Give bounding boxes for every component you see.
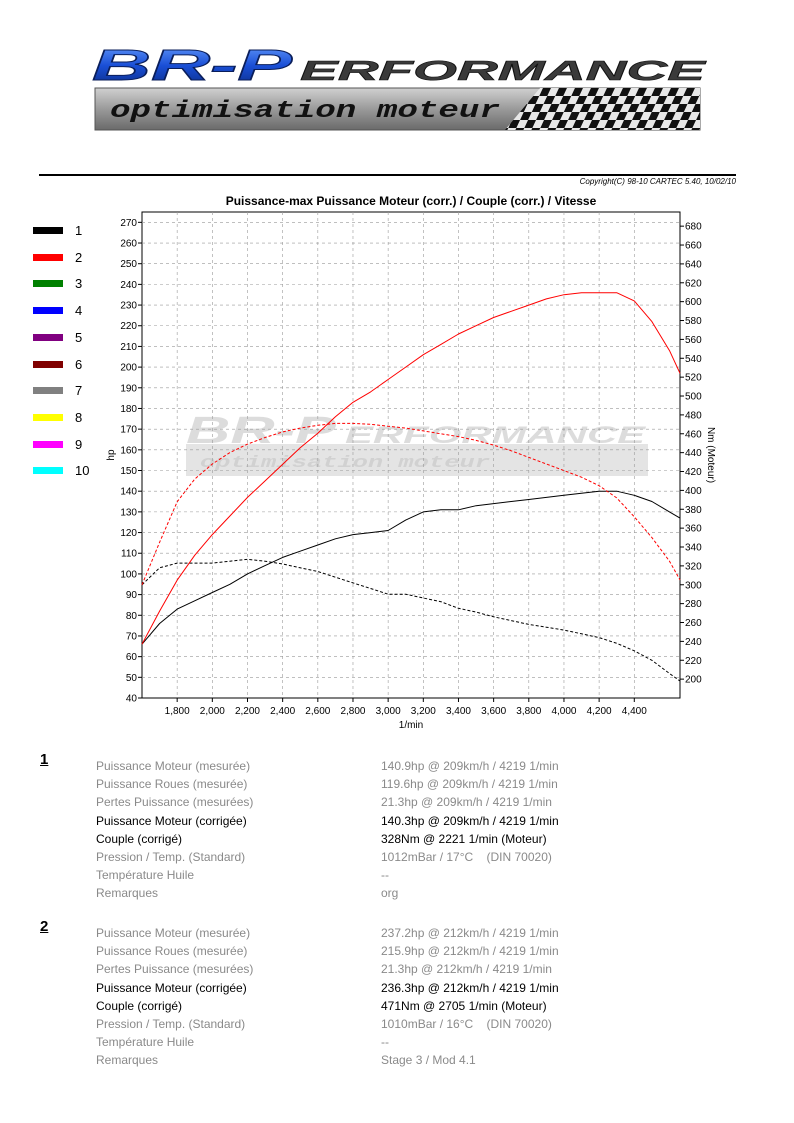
- y-tick-label: 110: [121, 548, 137, 560]
- y2-tick-label: 660: [685, 240, 702, 252]
- result-value: 471Nm @ 2705 1/min (Moteur): [381, 998, 547, 1013]
- legend-label: 3: [75, 276, 83, 292]
- y2-tick-label: 440: [685, 448, 702, 460]
- y2-tick-label: 380: [685, 504, 702, 516]
- x-tick-label: 4,000: [551, 706, 577, 717]
- y2-tick-label: 480: [685, 410, 702, 422]
- result-value: 328Nm @ 2221 1/min (Moteur): [381, 831, 547, 846]
- y-tick-label: 200: [120, 362, 137, 374]
- legend-label: 4: [75, 303, 83, 319]
- x-tick-label: 4,400: [621, 706, 647, 717]
- y-tick-label: 180: [120, 403, 137, 415]
- y-tick-label: 40: [125, 693, 137, 705]
- x-tick-label: 2,400: [270, 706, 296, 717]
- y-tick-label: 100: [120, 569, 137, 581]
- y2-tick-label: 640: [685, 259, 702, 271]
- legend-label: 2: [75, 249, 83, 265]
- x-axis-label: 1/min: [398, 720, 424, 731]
- watermark-brand: BR-P: [186, 410, 338, 452]
- result-value: 119.6hp @ 209km/h / 4219 1/min: [381, 777, 558, 792]
- y-tick-label: 130: [120, 507, 137, 519]
- y2-tick-label: 360: [685, 523, 702, 535]
- y2-tick-label: 320: [685, 561, 702, 573]
- legend-label: 1: [75, 223, 83, 238]
- legend-label: 7: [75, 383, 83, 399]
- result-label: Couple (corrigé): [96, 831, 183, 846]
- y2-tick-label: 240: [685, 636, 702, 648]
- legend-label: 8: [75, 409, 83, 425]
- run-number: 1: [40, 751, 49, 768]
- y-tick-label: 260: [120, 238, 137, 250]
- x-tick-label: 3,400: [445, 706, 471, 717]
- y-tick-label: 190: [120, 383, 137, 395]
- x-tick-label: 1,800: [164, 706, 190, 717]
- y-tick-label: 210: [120, 341, 137, 353]
- result-label: Température Huile: [96, 1035, 195, 1050]
- legend-label: 9: [75, 436, 83, 452]
- legend-label: 6: [75, 356, 83, 372]
- logo-brand-main: BR-P: [92, 41, 294, 90]
- y2-tick-label: 680: [685, 221, 702, 233]
- result-label: Couple (corrigé): [96, 998, 183, 1013]
- y2-tick-label: 560: [685, 334, 702, 346]
- result-label: Puissance Moteur (corrigée): [96, 813, 247, 828]
- result-label: Pression / Temp. (Standard): [96, 1017, 246, 1031]
- y-tick-label: 80: [125, 610, 137, 622]
- result-value: Stage 3 / Mod 4.1: [381, 1053, 476, 1068]
- y-axis-label: hp: [106, 449, 117, 461]
- y-tick-label: 270: [120, 217, 137, 229]
- result-label: Pression / Temp. (Standard): [96, 850, 246, 864]
- y2-tick-label: 340: [685, 542, 702, 554]
- y-tick-label: 240: [120, 279, 137, 291]
- x-tick-label: 2,800: [340, 706, 366, 717]
- y2-tick-label: 620: [685, 278, 702, 290]
- legend-label: 5: [75, 329, 83, 345]
- result-value: org: [381, 886, 399, 901]
- y-tick-label: 70: [125, 631, 137, 643]
- result-value: 237.2hp @ 212km/h / 4219 1/min: [381, 926, 559, 940]
- result-label: Pertes Puissance (mesurées): [96, 962, 254, 977]
- watermark-logo: [186, 410, 648, 476]
- y-tick-label: 170: [120, 424, 137, 436]
- y2-tick-label: 260: [685, 618, 702, 630]
- result-value: 1010mBar / 16°C (DIN 70020): [381, 1017, 552, 1031]
- y-tick-label: 220: [120, 321, 137, 333]
- y2-tick-label: 520: [685, 372, 702, 384]
- y-tick-label: 140: [120, 486, 137, 498]
- result-value: --: [381, 1035, 389, 1050]
- x-tick-label: 3,800: [516, 706, 542, 717]
- result-value: 215.9hp @ 212km/h / 4219 1/min: [381, 944, 559, 959]
- result-value: 236.3hp @ 212km/h / 4219 1/min: [381, 980, 559, 995]
- result-value: 21.3hp @ 212km/h / 4219 1/min: [381, 962, 552, 977]
- watermark-tagline: optimisation moteur: [200, 454, 490, 473]
- watermark-brand-rest: ERFORMANCE: [345, 422, 647, 449]
- x-tick-label: 2,200: [234, 706, 261, 717]
- y2-tick-label: 540: [685, 353, 702, 365]
- y-tick-label: 90: [125, 590, 137, 602]
- y-tick-label: 230: [120, 300, 137, 312]
- y2-tick-label: 280: [685, 599, 702, 611]
- chart-title: Puissance-max Puissance Moteur (corr.) / Couple (corr.) / Vitesse: [225, 194, 597, 208]
- y-tick-label: 160: [120, 445, 137, 457]
- copyright-text: Copyright(C) 98-10 CARTEC 5.40, 10/02/10: [579, 177, 736, 186]
- result-value: 21.3hp @ 209km/h / 4219 1/min: [381, 795, 552, 810]
- result-label: Pertes Puissance (mesurées): [96, 795, 254, 810]
- x-tick-label: 3,200: [410, 706, 436, 717]
- legend-label: 10: [75, 463, 90, 479]
- y-tick-label: 150: [120, 466, 137, 478]
- result-value: 140.3hp @ 209km/h / 4219 1/min: [381, 813, 559, 828]
- x-tick-label: 3,000: [375, 706, 401, 717]
- x-tick-label: 2,000: [199, 706, 225, 717]
- x-tick-label: 4,200: [586, 706, 612, 717]
- y2-tick-label: 500: [685, 391, 702, 403]
- result-label: Puissance Moteur (corrigée): [96, 980, 247, 995]
- y2-tick-label: 220: [685, 655, 702, 667]
- result-label: Puissance Moteur (mesurée): [96, 926, 251, 940]
- y-tick-label: 60: [125, 652, 137, 664]
- x-tick-label: 3,600: [481, 706, 507, 717]
- y2-tick-label: 580: [685, 316, 702, 328]
- y2-tick-label: 400: [685, 485, 702, 497]
- y-tick-label: 250: [120, 259, 137, 271]
- result-value: 140.9hp @ 209km/h / 4219 1/min: [381, 759, 559, 773]
- y-tick-label: 120: [120, 528, 137, 540]
- y-tick-label: 50: [125, 672, 137, 684]
- y2-tick-label: 200: [685, 674, 702, 686]
- y2-tick-label: 420: [685, 467, 702, 479]
- result-label: Puissance Moteur (mesurée): [96, 759, 251, 773]
- logo-tagline: optimisation moteur: [110, 98, 500, 125]
- logo-brand-rest: ERFORMANCE: [300, 55, 708, 86]
- run-number: 2: [40, 918, 49, 935]
- result-label: Remarques: [96, 1053, 159, 1068]
- x-tick-label: 2,600: [305, 706, 331, 717]
- y2-axis-label: Nm (Moteur): [705, 426, 716, 484]
- result-value: --: [381, 868, 389, 883]
- y2-tick-label: 600: [685, 297, 702, 309]
- y2-tick-label: 300: [685, 580, 702, 592]
- result-label: Puissance Roues (mesurée): [96, 777, 248, 792]
- y2-tick-label: 460: [685, 429, 702, 441]
- result-label: Remarques: [96, 886, 159, 901]
- result-label: Puissance Roues (mesurée): [96, 944, 248, 959]
- result-value: 1012mBar / 17°C (DIN 70020): [381, 850, 552, 864]
- result-label: Température Huile: [96, 868, 195, 883]
